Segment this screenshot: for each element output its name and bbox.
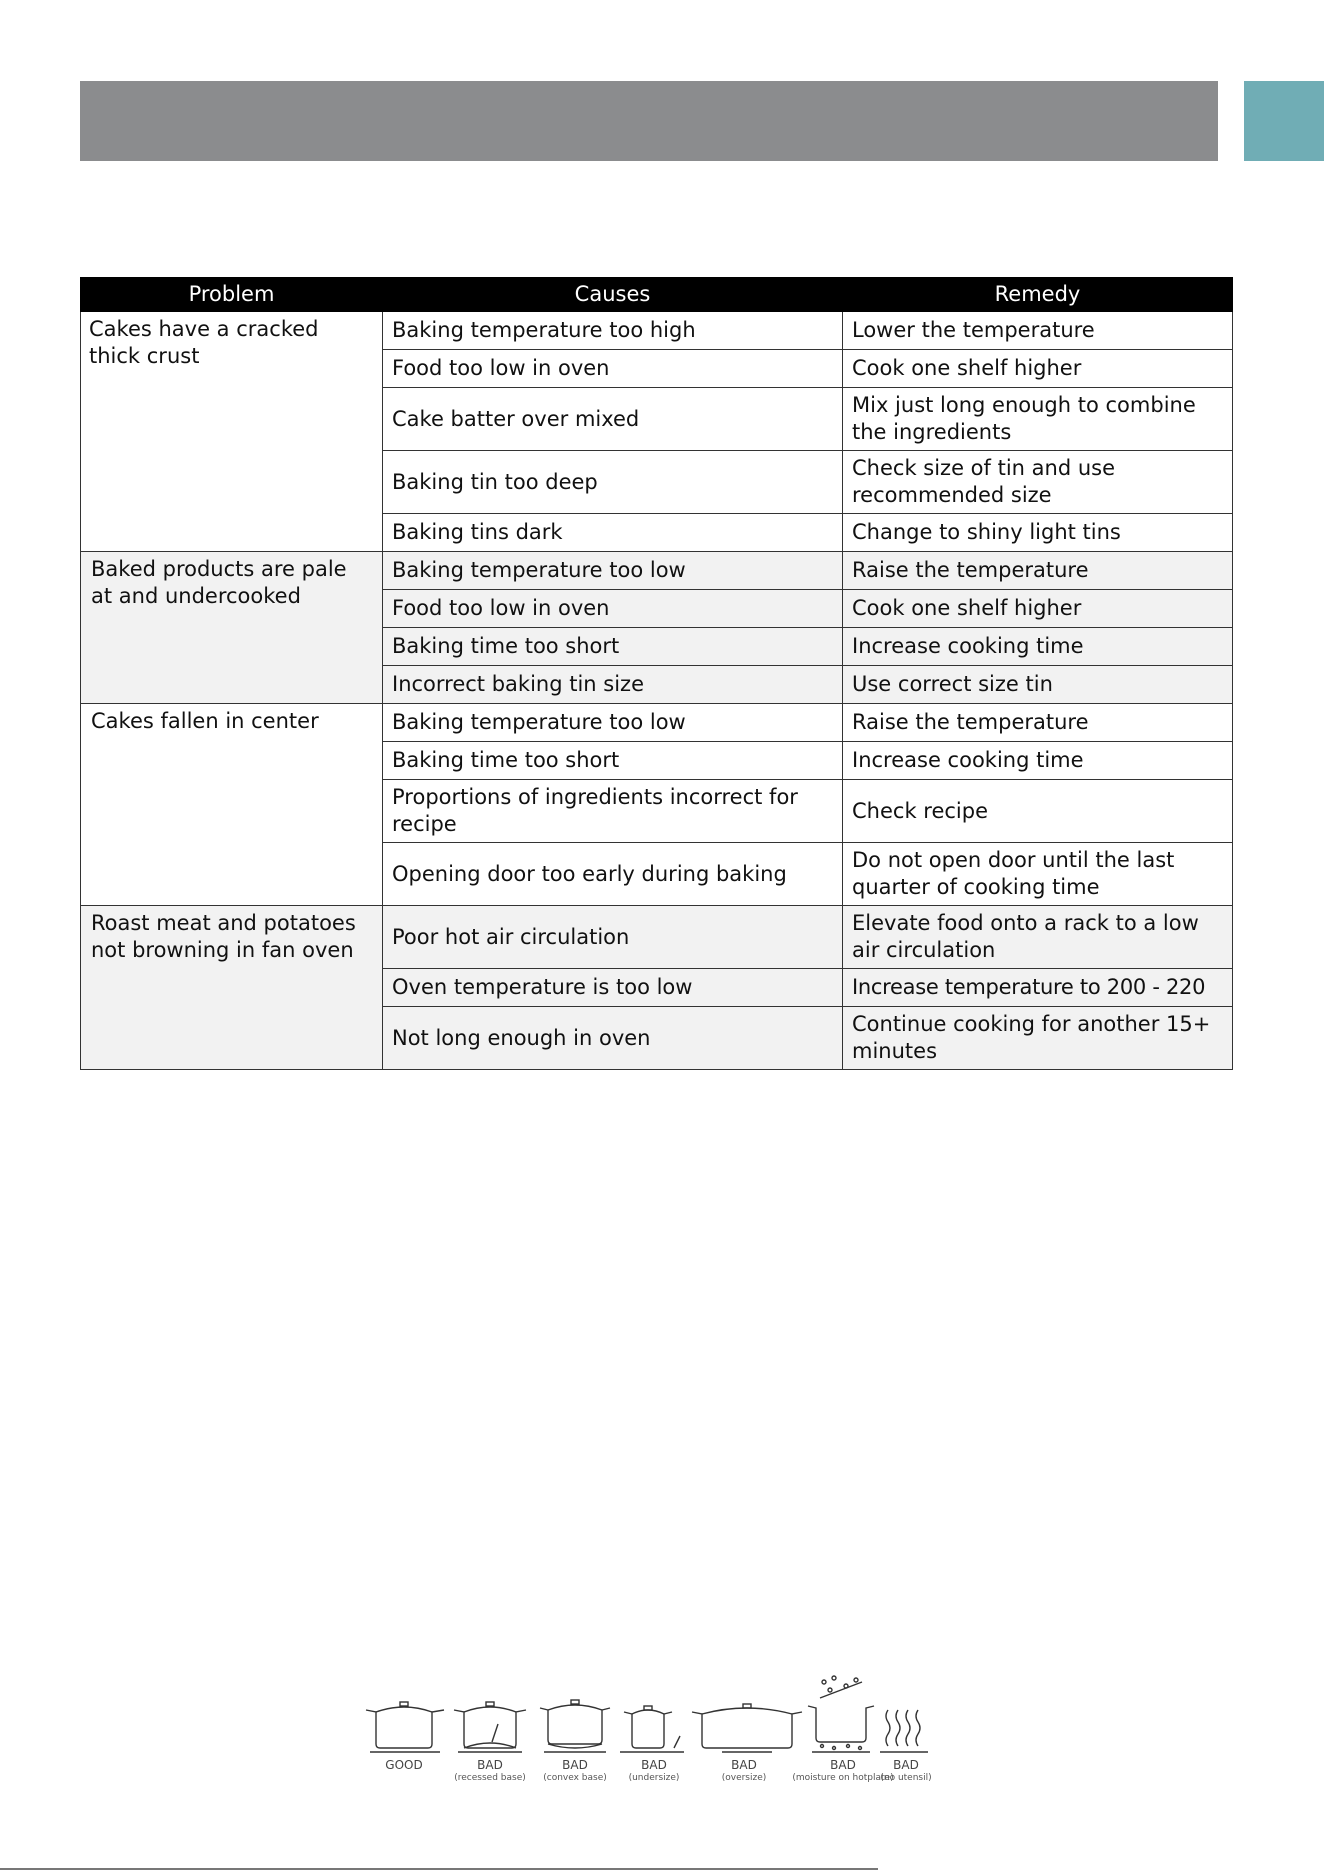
remedy-cell: Do not open door until the last quarter of cooking time [843, 843, 1233, 906]
cookware-label-text: BAD [830, 1758, 856, 1772]
cookware-label-text: BAD [562, 1758, 588, 1772]
cookware-label [354, 1758, 454, 1772]
remedy-cell: Mix just long enough to combine the ingredients [843, 388, 1233, 451]
remedy-cell: Check recipe [843, 780, 1233, 843]
remedy-cell: Elevate food onto a rack to a low air circulation [843, 906, 1233, 969]
cookware-label-text: GOOD [385, 1758, 423, 1772]
cause-cell: Food too low in oven [383, 350, 843, 388]
cookware-label-text: BAD [477, 1758, 503, 1772]
problem-cell: Cakes have a cracked thick crust [81, 312, 383, 552]
cookware-note: (undersize) [628, 1773, 680, 1783]
cookware-note: (convex base) [543, 1773, 607, 1783]
chapter-tab [1244, 81, 1324, 161]
cause-cell: Baking tins dark [383, 514, 843, 552]
cause-cell: Not long enough in oven [383, 1007, 843, 1070]
remedy-cell: Change to shiny light tins [843, 514, 1233, 552]
cause-cell: Baking tin too deep [383, 451, 843, 514]
recessed-base-pot-icon [454, 1702, 526, 1752]
table-row [81, 704, 1233, 742]
cause-cell: Cake batter over mixed [383, 388, 843, 451]
table-row [81, 552, 1233, 590]
cause-cell: Baking time too short [383, 742, 843, 780]
problem-cell: Baked products are pale at and undercooked [81, 552, 383, 704]
cookware-note: (recessed base) [454, 1773, 526, 1783]
table-row [81, 312, 1233, 350]
cause-cell: Baking temperature too low [383, 552, 843, 590]
remedy-cell: Increase temperature to 200 - 220 [843, 969, 1233, 1007]
header-problem: Problem [81, 278, 383, 312]
header-remedy: Remedy [843, 278, 1233, 312]
remedy-cell: Increase cooking time [843, 742, 1233, 780]
remedy-cell: Use correct size tin [843, 666, 1233, 704]
remedy-cell: Lower the temperature [843, 312, 1233, 350]
cookware-illustration [362, 1672, 962, 1792]
good-pot-icon [366, 1702, 444, 1752]
problem-cell: Cakes fallen in center [81, 704, 383, 906]
cookware-label-text: BAD [641, 1758, 667, 1772]
cookware-diagram [362, 1672, 962, 1770]
remedy-cell: Cook one shelf higher [843, 350, 1233, 388]
no-utensil-icon [880, 1710, 928, 1752]
remedy-cell: Cook one shelf higher [843, 590, 1233, 628]
remedy-cell: Check size of tin and use recommended size [843, 451, 1233, 514]
cookware-label [856, 1758, 956, 1784]
footer-rule [0, 1868, 878, 1870]
cookware-note: (no utensil) [880, 1773, 932, 1783]
cause-cell: Incorrect baking tin size [383, 666, 843, 704]
table-header-row [81, 278, 1233, 312]
cookware-label-text: BAD [893, 1758, 919, 1772]
cause-cell: Baking temperature too high [383, 312, 843, 350]
section-header-bar [80, 81, 1218, 161]
cause-cell: Baking time too short [383, 628, 843, 666]
cause-cell: Baking temperature too low [383, 704, 843, 742]
problem-cell: Roast meat and potatoes not browning in fan oven [81, 906, 383, 1070]
cause-cell: Opening door too early during baking [383, 843, 843, 906]
cause-cell: Poor hot air circulation [383, 906, 843, 969]
cause-cell: Oven temperature is too low [383, 969, 843, 1007]
remedy-cell: Raise the temperature [843, 552, 1233, 590]
header-causes: Causes [383, 278, 843, 312]
cookware-label [604, 1758, 704, 1784]
table-row [81, 906, 1233, 969]
undersize-pot-icon [620, 1706, 684, 1752]
oversize-pot-icon [692, 1704, 802, 1752]
cookware-label-text: BAD [731, 1758, 757, 1772]
troubleshooting-table [80, 277, 1233, 1070]
remedy-cell: Increase cooking time [843, 628, 1233, 666]
cookware-label [694, 1758, 794, 1784]
moisture-pot-icon [808, 1676, 874, 1752]
convex-base-pot-icon [540, 1700, 610, 1752]
cookware-note: (moisture on hotplate) [792, 1773, 894, 1783]
cause-cell: Proportions of ingredients incorrect for recipe [383, 780, 843, 843]
cookware-note: (oversize) [721, 1773, 767, 1783]
cause-cell: Food too low in oven [383, 590, 843, 628]
remedy-cell: Raise the temperature [843, 704, 1233, 742]
remedy-cell: Continue cooking for another 15+ minutes [843, 1007, 1233, 1070]
